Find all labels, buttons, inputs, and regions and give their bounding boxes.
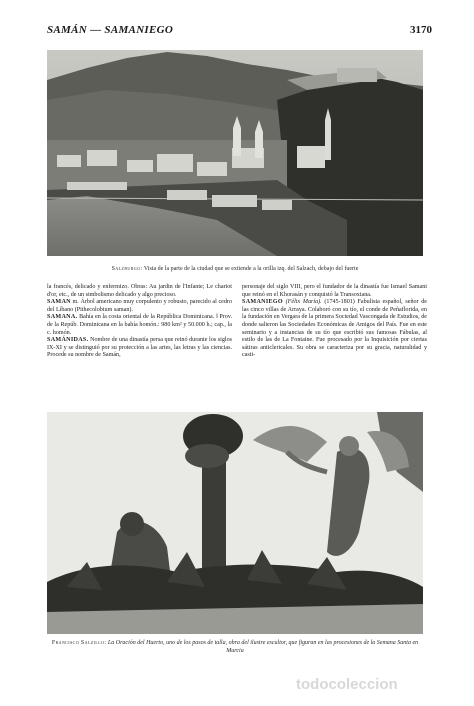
entry-headword: SAMÁNIDAS. bbox=[47, 337, 89, 344]
watermark: todocoleccion bbox=[296, 676, 398, 693]
caption-lead: Francisco Salzillo: bbox=[51, 640, 107, 646]
text-column-right bbox=[242, 284, 427, 360]
entry-headword: SAMANIEGO bbox=[242, 299, 283, 306]
sculpture-photo bbox=[47, 412, 423, 634]
caption-text: La Oración del Huerto, uno de los pasos de talla, obra del ilustre escultor, que figuran en las procesiones de la Semana Santa en Murcia bbox=[107, 640, 419, 654]
entry-text: Bahía en la costa oriental de la República Dominicana. ‖ Prov. de la Repúb. Dominicana en la bahía homón.: 980 km² y 50.000 h.; cap., la c. homón. bbox=[47, 314, 232, 336]
entry-samana bbox=[47, 314, 232, 337]
entry-samanidas bbox=[47, 337, 232, 360]
text-column-left bbox=[47, 284, 232, 360]
entry-samaniego bbox=[242, 299, 427, 360]
salzburg-photo-image bbox=[47, 50, 423, 256]
sculpture-photo-image bbox=[47, 412, 423, 634]
entry-headword: SAMANA. bbox=[47, 314, 78, 321]
entry-saman bbox=[47, 299, 232, 314]
salzburg-photo bbox=[47, 50, 423, 256]
photo-caption bbox=[47, 266, 423, 274]
entry-headword: SAMAN bbox=[47, 299, 71, 306]
paragraph-continuation: personaje del siglo VIII, pero el fundador de la dinastía fue Ismael Samani que reinó en el Khorasán y conquistó la Transoxiana. bbox=[242, 284, 427, 298]
page-number: 3170 bbox=[410, 24, 432, 36]
entry-name: (Félix María). bbox=[285, 299, 322, 306]
entry-text: Nombre de una dinastía persa que reinó durante los siglos IX-XI y se distinguió por su protección a las artes, las letras y las ciencias. Procede su nombre de Samán, bbox=[47, 337, 232, 359]
entry-text: m. Árbol americano muy corpulento y robusto, parecido al cedro del Líbano (Pithecolobium saman). bbox=[47, 299, 232, 313]
caption-text: Vista de la parte de la ciudad que se extiende a la orilla izq. del Salzach, debajo del fuerte bbox=[143, 266, 359, 272]
paragraph-continuation: la francés, delicado y enfermizo. Obras: Au jardin de l'Infante; Le chariot d'or, etc., de un simbolismo delicado y algo precioso. bbox=[47, 284, 232, 298]
entry-text: (1745-1801) Fabulista español, señor de las cinco villas de Arraya. Colaboró con su tío, el conde de Peñaflorida, en la fundación en Vergara de la primera Sociedad Vascongada de Estudios, de donde salieron las Sociedades Económicas de Amigos del País. Fue en este seminario y a instancias de su tío que escribió sus famosas Fábulas, al estilo de las de La Fontaine. Fue procesado por la Inquisición por ciertas sátiras anticlericales. Su obra se caracteriza por su gracia, naturalidad y casti- bbox=[242, 299, 427, 359]
running-title: SAMÁN — SAMANIEGO bbox=[47, 24, 174, 36]
caption-lead: Salzburgo: bbox=[111, 266, 143, 272]
page-header bbox=[47, 24, 432, 40]
photo-caption bbox=[47, 640, 423, 655]
